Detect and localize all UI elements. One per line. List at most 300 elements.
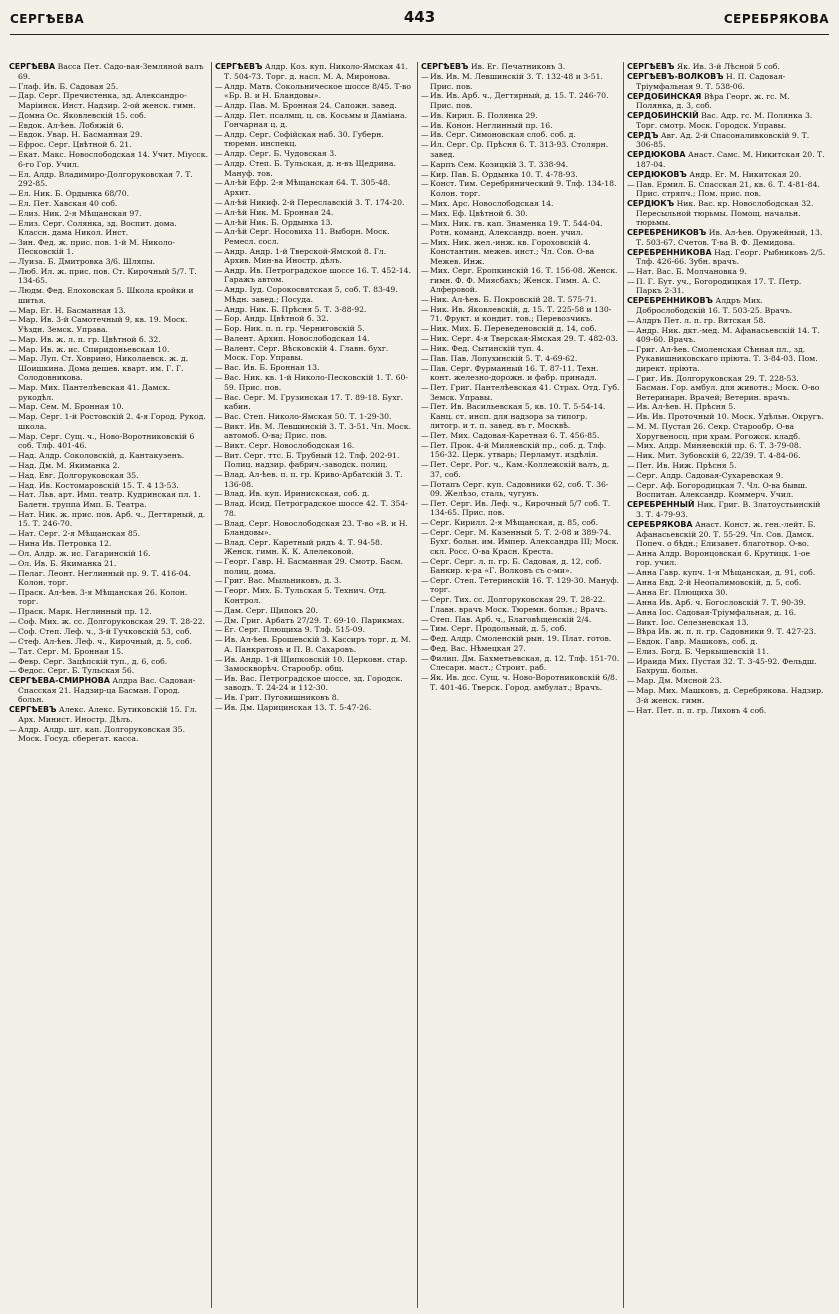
- directory-entry: [421, 219, 620, 238]
- directory-entry: [627, 180, 827, 199]
- page-header: [10, 6, 829, 36]
- ditto-dash: —: [9, 208, 17, 218]
- entry-text: Алекс. Алекс. Бутиковскій 15. Гл. Арх. Минист. Иностр. Дѣлъ.: [18, 705, 197, 724]
- entry-text: Нат. Серг. 2-я Мѣщанская 85.: [18, 529, 141, 538]
- directory-entry: [9, 451, 208, 460]
- ditto-dash: —: [215, 615, 223, 625]
- entry-text: Над. Алдр. Соколовскій, д. Кантакузенъ.: [18, 450, 185, 460]
- entry-text: Ефрос. Серг. Цвѣтной б. 21.: [18, 140, 132, 150]
- ditto-dash: —: [9, 666, 17, 676]
- ditto-dash: —: [627, 315, 635, 325]
- ditto-dash: —: [421, 237, 429, 247]
- ditto-dash: —: [215, 625, 223, 635]
- entry-text: Георг. Гавр. Н. Басманная 29. Смотр. Басм. полиц. дома.: [224, 557, 403, 576]
- directory-entry: [627, 637, 827, 646]
- directory-entry: [9, 432, 208, 451]
- ditto-dash: —: [215, 489, 223, 499]
- entry-text: Федос. Серг. Б. Тульская 56.: [18, 666, 135, 676]
- columns: [6, 62, 833, 1308]
- directory-entry: [421, 528, 620, 556]
- ditto-dash: —: [627, 481, 635, 491]
- entry-text: Степ. Пав. Арб. ч., Благовѣщенскій 2/4.: [430, 614, 592, 624]
- entry-text: Ник. Мит. Зубовскій 6, 22/39. Т. 4-84-06.: [636, 451, 801, 461]
- ditto-dash: —: [9, 257, 17, 267]
- directory-entry: [215, 576, 414, 585]
- directory-entry: [215, 412, 414, 421]
- entry-text: Валент. Серг. Вѣсковскій 4. Главн. бухг. Моск. Гор. Управы.: [224, 344, 389, 363]
- ditto-dash: —: [421, 644, 429, 654]
- directory-entry: [215, 178, 414, 197]
- ditto-dash: —: [9, 266, 17, 276]
- entry-text: Над. Ив. Костомаровскій 15. Т. 4 13-53.: [18, 480, 179, 490]
- directory-entry: [421, 334, 620, 343]
- entry-text: Ив. Ив. Проточный 10. Моск. Удѣльн. Округъ.: [636, 412, 824, 422]
- directory-entry: [9, 647, 208, 656]
- entry-text: Праск. Марк. Неглинный пр. 12.: [18, 607, 152, 617]
- ditto-dash: —: [421, 169, 429, 179]
- ditto-dash: —: [215, 518, 223, 528]
- ditto-dash: —: [627, 568, 635, 578]
- directory-entry: [9, 657, 208, 666]
- entry-text: Вас. Серг. М. Грузинская 17. Т. 89-18. Бухг. кабин.: [224, 392, 404, 411]
- directory-entry: [9, 170, 208, 189]
- directory-entry: [9, 199, 208, 208]
- ditto-dash: —: [9, 480, 17, 490]
- ditto-dash: —: [215, 440, 223, 450]
- surname-heading: СЕРГѢЕВЪ: [215, 62, 263, 71]
- directory-entry: [421, 305, 620, 324]
- directory-entry: [421, 111, 620, 120]
- directory-entry: [627, 461, 827, 470]
- entry-text: Алдръ Мих. Доброслободскій 16. Т. 503-25. Врачъ.: [636, 296, 793, 316]
- directory-entry: [421, 402, 620, 430]
- entry-text: Мар. Луп. Ст. Ховрино, Николаевск. ж. д. Шоишкина. Дома дешев. кварт. им. Г. Г. Солодовникова.: [18, 354, 189, 383]
- directory-entry: [627, 248, 827, 267]
- ditto-dash: —: [9, 626, 17, 636]
- entry-text: Людм. Фед. Елоховская 5. Школа кройки и шитья.: [18, 286, 194, 305]
- ditto-dash: —: [9, 431, 17, 441]
- entry-text: Зин. Фед. ж. прис. пов. 1-й М. Николо-Песковскій 1.: [18, 237, 175, 257]
- directory-entry: [9, 529, 208, 538]
- directory-entry: [421, 441, 620, 460]
- surname-heading: СЕРДОБИНСКІЙ: [627, 111, 699, 121]
- ditto-dash: —: [215, 246, 223, 256]
- entry-text: Влад. Серг. Каретный рядъ 4. Т. 94-58. Женск. гимн. К. К. Алелековой.: [224, 537, 383, 557]
- ditto-dash: —: [215, 129, 223, 139]
- ditto-dash: —: [215, 654, 223, 664]
- ditto-dash: —: [627, 402, 635, 412]
- entry-text: Над. Дм. М. Якиманка 2.: [18, 460, 120, 470]
- ditto-dash: —: [421, 179, 429, 189]
- ditto-dash: —: [421, 556, 429, 566]
- directory-entry: [627, 199, 827, 227]
- directory-entry: [9, 286, 208, 305]
- directory-entry: [215, 82, 414, 101]
- entry-text: Тат. Серг. М. Бронная 15.: [18, 646, 124, 656]
- ditto-dash: —: [421, 120, 429, 130]
- entry-text: Мар. Сем. М. Бронная 10.: [18, 402, 124, 412]
- directory-entry: [215, 625, 414, 634]
- entry-text: Алдръ Пет. л. п. гр. Вятская 58.: [636, 315, 766, 325]
- directory-entry: [215, 422, 414, 441]
- ditto-dash: —: [215, 392, 223, 402]
- entry-text: Мих. Еф. Цвѣтной б. 30.: [430, 208, 528, 218]
- ditto-dash: —: [627, 637, 635, 647]
- ditto-dash: —: [421, 72, 429, 82]
- entry-text: Ив. Ив. М. Левшинскій 3. Т. 132-48 и 3-51. Прис. пов.: [430, 72, 603, 91]
- entry-text: Ол. Алдр. ж. ис. Гагаринскій 16.: [18, 548, 151, 558]
- directory-entry: [9, 705, 208, 724]
- entry-text: Мих. Алдр. Миняевскій пр. 6. Т. 3-79-08.: [636, 441, 802, 451]
- ditto-dash: —: [9, 188, 17, 198]
- ditto-dash: —: [627, 267, 635, 277]
- directory-entry: [421, 91, 620, 110]
- ditto-dash: —: [215, 100, 223, 110]
- ditto-dash: —: [421, 266, 429, 276]
- directory-entry: [9, 539, 208, 548]
- surname-heading: СЕРЕБРЕННИКОВА: [627, 247, 712, 257]
- directory-entry: [9, 315, 208, 334]
- ditto-dash: —: [215, 673, 223, 683]
- directory-entry: [421, 499, 620, 518]
- entry-text: Анна Евд. 2-й Неопалимовскій, д. 5, соб.: [636, 577, 802, 587]
- surname-heading: СЕРГѢЕВЪ: [421, 62, 469, 71]
- directory-entry: [9, 238, 208, 257]
- directory-entry: [627, 92, 827, 111]
- entry-text: Нат. Пет. п. п. гр. Лиховъ 4 соб.: [636, 705, 767, 715]
- entry-text: Серг. Кирилл. 2-я Мѣщанская, д. 85, соб.: [430, 518, 598, 528]
- entry-text: Соф. Мих. ж. сс. Долгоруковская 29. Т. 28-22.: [18, 617, 205, 627]
- surname-heading: СЕРГѢЕВЪ: [627, 62, 675, 71]
- ditto-dash: —: [9, 315, 17, 325]
- column-2: [212, 62, 418, 1308]
- entry-text: Пав. Пав. Лопухинскій 5. Т. 4-69-62.: [430, 353, 578, 363]
- directory-entry: [627, 228, 827, 247]
- entry-text: Ник. Ив. Яковлевскій, д. 15. Т. 225-58 и 130-71. Фрукт. и кондит. тов.; Перевозчикъ.: [430, 305, 612, 324]
- ditto-dash: —: [627, 277, 635, 287]
- entry-text: Андр. Ив. Петроградское шоссе 16. Т. 452-14. Гаражъ автом.: [224, 265, 412, 285]
- directory-entry: [421, 62, 620, 72]
- directory-entry: [9, 150, 208, 169]
- directory-entry: [421, 170, 620, 179]
- entry-text: Бор. Андр. Цвѣтной б. 32.: [224, 314, 329, 324]
- directory-entry: [215, 393, 414, 412]
- entry-text: Мар. Дм. Мясной 23.: [636, 676, 722, 686]
- entry-text: Вас. Ив. Б. Бронная 13.: [224, 363, 320, 373]
- entry-text: Авг. Ад. 2-й Спасоналивковскій 9. Т. 306-85.: [636, 130, 810, 150]
- directory-entry: [9, 637, 208, 646]
- directory-entry: [9, 121, 208, 130]
- entry-text: Влад. Серг. Новослободская 23. Т-во «В. и Н. Бландовы».: [224, 518, 408, 537]
- directory-entry: [627, 520, 827, 548]
- entry-text: Пет. Серг. Ив. Леф. ч., Кирочный 5/7 соб. Т. 134-65. Прис. пов.: [430, 498, 611, 518]
- ditto-dash: —: [9, 460, 17, 470]
- ditto-dash: —: [627, 627, 635, 637]
- directory-entry: [421, 344, 620, 353]
- entry-text: Нат. Льв. арт. Имп. театр. Кудринская пл. 1. Балетн. труппа Имп. Б. Театра.: [18, 490, 201, 509]
- ditto-dash: —: [215, 344, 223, 354]
- entry-text: Андр. Іуд. Сорокосвятская 5, соб. Т. 83-49. Мѣдн. завед.; Посуда.: [224, 285, 398, 304]
- entry-text: Стеф. Ал-ѣев. Леф. ч., Кирочный, д. 5, соб.: [18, 636, 192, 646]
- directory-entry: [421, 576, 620, 595]
- entry-text: Луиза. Б. Дмитровка 3/6. Шляпы.: [18, 257, 156, 267]
- directory-entry: [9, 219, 208, 238]
- entry-text: Анаст. Конст. ж. ген.-лейт. Б. Афанасьевскій 20. Т. 55-29. Чл. Сов. Дамск. Попеч. о бѣдн.; Елизавет. благотвор. О-во.: [636, 519, 816, 548]
- entry-text: Екат. Макс. Новослободская 14. Учит. Міусск. 6-го Гор. Учил.: [18, 150, 208, 169]
- directory-entry: [215, 586, 414, 605]
- directory-entry: [627, 72, 827, 91]
- directory-entry: [215, 655, 414, 674]
- directory-entry: [9, 676, 208, 704]
- ditto-dash: —: [9, 91, 17, 101]
- entry-text: Пет. Ив. Ниж. Прѣсня 5.: [636, 461, 737, 471]
- directory-entry: [421, 518, 620, 527]
- surname-heading: СЕРДОБИНСКАЯ: [627, 91, 702, 101]
- directory-entry: [215, 62, 414, 81]
- entry-text: Евдок. Ал-ѣев. Лобяжій 6.: [18, 120, 124, 130]
- ditto-dash: —: [215, 703, 223, 713]
- entry-text: Вас. Степ. Николо-Ямская 50. Т. 1-29-30.: [224, 411, 392, 421]
- entry-text: Мар. Серг. 1-й Ростовскій 2. 4-я Город. Рукод. школа.: [18, 412, 206, 431]
- entry-text: Ив. Конон. Неглинный пр. 16.: [430, 120, 553, 130]
- entry-text: Алдр. Матв. Сокольническое шоссе 8/45. Т-во «Бр. В. и Н. Бландовы».: [224, 81, 412, 100]
- directory-entry: [215, 606, 414, 615]
- directory-entry: [9, 588, 208, 607]
- directory-entry: [627, 326, 827, 345]
- directory-entry: [215, 538, 414, 557]
- ditto-dash: —: [215, 693, 223, 703]
- entry-text: Алдр. Серг. Софійская наб. 30. Губерн. тюремн. инспекц.: [224, 129, 384, 149]
- entry-text: Ив. Ал-ѣев. Н. Прѣсня 5.: [636, 402, 736, 412]
- entry-text: Глаф. Ив. Б. Садовая 25.: [18, 81, 119, 91]
- directory-entry: [9, 510, 208, 529]
- directory-entry: [9, 607, 208, 616]
- entry-text: Тим. Серг. Продольный, д. 5, соб.: [430, 624, 567, 634]
- ditto-dash: —: [421, 130, 429, 140]
- ditto-dash: —: [421, 353, 429, 363]
- entry-text: Дам. Серг. Щипокъ 20.: [224, 605, 318, 615]
- directory-entry: [627, 150, 827, 169]
- ditto-dash: —: [9, 548, 17, 558]
- ditto-dash: —: [9, 558, 17, 568]
- ditto-dash: —: [421, 344, 429, 354]
- entry-text: Ник. Серг. 4-я Тверская-Ямская 29. Т. 482-03.: [430, 334, 618, 344]
- ditto-dash: —: [421, 518, 429, 528]
- directory-entry: [421, 595, 620, 614]
- ditto-dash: —: [421, 110, 429, 120]
- directory-entry: [627, 170, 827, 180]
- directory-entry: [627, 296, 827, 315]
- entry-text: М. М. Пустая 26. Секр. Старообр. О-ва Хоругвеносц. при храм. Рогожск. кладб.: [636, 422, 801, 441]
- surname-heading: СЕРГѢЕВЪ: [9, 705, 57, 715]
- ditto-dash: —: [421, 140, 429, 150]
- entry-text: Мих. Арс. Новослободская 14.: [430, 198, 554, 208]
- entry-text: Вас. Адр. гс. М. Полянка 3. Торг. смотр. Моск. Городск. Управы.: [636, 111, 813, 130]
- directory-entry: [421, 72, 620, 91]
- directory-entry: [627, 374, 827, 402]
- directory-entry: [627, 588, 827, 597]
- ditto-dash: —: [421, 431, 429, 441]
- directory-entry: [215, 635, 414, 654]
- ditto-dash: —: [627, 441, 635, 451]
- entry-text: Пет. Прок. 4-й Миляевскій пр., соб. д. Тлф. 156-32. Церк. утварь; Перламут. издѣлія.: [430, 440, 607, 460]
- entry-text: Вит. Серг. ттс. Б. Трубный 12. Тлф. 202-91. Полиц. надзир. фабрич.-заводск. полиц.: [224, 450, 400, 470]
- page-number: 443: [403, 8, 436, 26]
- entry-text: Ал-ѣй Ефр. 2-я Мѣщанская 64. Т. 305-48. Архит.: [224, 178, 391, 197]
- entry-text: Андр. Ник. Б. Прѣсня 5. Т. 3-88-92.: [224, 304, 367, 314]
- directory-entry: [215, 489, 414, 498]
- header-rule: [10, 34, 829, 35]
- directory-entry: [215, 208, 414, 217]
- ditto-dash: —: [9, 140, 17, 150]
- directory-entry: [9, 306, 208, 315]
- entry-text: Пет. Ив. Васильевская 5, кв. 10. Т. 5-54-14. Канц. ст. инсп. для надзора за типогр. литогр. и т. п. завед. въ г. Москвѣ.: [430, 402, 606, 431]
- ditto-dash: —: [627, 647, 635, 657]
- entry-text: Мар. Серг. Сущ. ч., Ново-Воротниковскій 6 соб. Тлф. 401-46.: [18, 431, 195, 450]
- ditto-dash: —: [9, 646, 17, 656]
- ditto-dash: —: [421, 334, 429, 344]
- directory-entry: [627, 647, 827, 656]
- directory-entry: [627, 706, 827, 715]
- entry-text: Соф. Степ. Леф. ч., 3-й Гучковскій 53, соб.: [18, 626, 192, 636]
- ditto-dash: —: [215, 421, 223, 431]
- entry-text: Влад. Ив. куп. Иринискская, соб. д.: [224, 489, 370, 499]
- entry-text: Ив. Кирил. Б. Полянка 29.: [430, 110, 538, 120]
- entry-text: Елиз. Серг. Солянка, зд. Воспит. дома. Классн. дама Никол. Инст.: [18, 218, 177, 237]
- ditto-dash: —: [9, 198, 17, 208]
- ditto-dash: —: [215, 635, 223, 645]
- directory-entry: [215, 149, 414, 158]
- ditto-dash: —: [421, 198, 429, 208]
- entry-text: Анаст. Самс. М. Никитская 20. Т. 187-04.: [636, 150, 825, 169]
- entry-text: Ел. Ник. Б. Ордынка 68/70.: [18, 188, 130, 198]
- entry-text: Андр. Андр. 1-й Тверской-Ямской 8. Гл. Архив. Мин-ва Иностр. дѣлъ.: [224, 246, 387, 266]
- directory-entry: [9, 627, 208, 636]
- ditto-dash: —: [9, 656, 17, 666]
- entry-text: Над. Георг. Рыбниковъ 2/5. Тлф. 426-66. Зубн. врачъ.: [636, 247, 826, 267]
- entry-text: Серг. Серг. л. п. гр. Б. Садовая, д. 12, соб. Банкир. к-ра «Г. Волковъ съ с-ми».: [430, 556, 602, 576]
- entry-text: Пет. Серг. Рог. ч., Кам.-Коллежскій валъ, д. 37, соб.: [430, 460, 610, 479]
- directory-entry: [215, 470, 414, 489]
- directory-entry: [421, 121, 620, 130]
- entry-text: Евдок. Увар. Н. Басманная 29.: [18, 130, 143, 140]
- ditto-dash: —: [9, 344, 17, 354]
- ditto-dash: —: [9, 470, 17, 480]
- directory-entry: [421, 654, 620, 673]
- ditto-dash: —: [9, 237, 17, 247]
- directory-entry: [215, 227, 414, 246]
- ditto-dash: —: [627, 587, 635, 597]
- ditto-dash: —: [421, 324, 429, 334]
- directory-entry: [9, 62, 208, 81]
- entry-text: Алдр. Коз. куп. Николо-Ямская 41. Т. 504-73. Торг. д. насл. М. А. Миронова.: [224, 62, 408, 81]
- directory-entry: [627, 549, 827, 568]
- ditto-dash: —: [215, 605, 223, 615]
- ditto-dash: —: [421, 479, 429, 489]
- entry-text: Елиз. Ник. 2-я Мѣщанская 97.: [18, 208, 142, 218]
- directory-entry: [421, 266, 620, 294]
- ditto-dash: —: [421, 634, 429, 644]
- ditto-dash: —: [421, 218, 429, 228]
- ditto-dash: —: [215, 207, 223, 217]
- entry-text: Ег. Серг. Плющиха 9. Тлф. 515-09.: [224, 625, 365, 635]
- directory-entry: [421, 324, 620, 333]
- ditto-dash: —: [627, 548, 635, 558]
- entry-text: Бор. Ник. п. п. гр. Черниговскій 5.: [224, 324, 365, 334]
- directory-entry: [627, 277, 827, 296]
- ditto-dash: —: [9, 286, 17, 296]
- directory-entry: [9, 91, 208, 110]
- directory-entry: [9, 257, 208, 266]
- entry-text: Ил. Серг. Ср. Прѣсня 6. Т. 313-93. Столярн. завед.: [430, 140, 609, 159]
- entry-text: Ник. Ал-ѣев. Б. Покровскій 28. Т. 575-71.: [430, 295, 598, 305]
- directory-entry: [9, 725, 208, 744]
- directory-entry: [421, 354, 620, 363]
- ditto-dash: —: [9, 587, 17, 597]
- ditto-dash: —: [627, 686, 635, 696]
- directory-entry: [215, 305, 414, 314]
- column-1: [6, 62, 212, 1308]
- directory-entry: [421, 140, 620, 159]
- directory-entry: [9, 569, 208, 588]
- directory-entry: [215, 344, 414, 363]
- entry-text: Пелаг. Леонт. Неглинный пр. 9. Т. 416-04. Колон. торг.: [18, 568, 191, 587]
- ditto-dash: —: [215, 470, 223, 480]
- ditto-dash: —: [215, 265, 223, 275]
- entry-text: Мих. Ник. гв. кап. Знаменка 19. Т. 544-04. Ротн. команд. Александр. воен. учил.: [430, 218, 603, 237]
- directory-entry: [215, 441, 414, 450]
- entry-text: Андр. Ег. М. Никитская 20.: [689, 169, 802, 179]
- ditto-dash: —: [215, 178, 223, 188]
- directory-entry: [215, 159, 414, 178]
- entry-text: Алдра Вас. Садовая-Спасская 21. Надзир-ца Басман. Город. больн.: [18, 676, 196, 705]
- directory-entry: [627, 267, 827, 276]
- ditto-dash: —: [627, 607, 635, 617]
- directory-entry: [421, 634, 620, 643]
- directory-entry: [9, 481, 208, 490]
- entry-text: Фед. Алдр. Смоленскій рын. 19. Плат. готов.: [430, 634, 612, 644]
- entry-text: Вѣра Георг. ж. гс. М. Полянка, д. 3, соб.: [636, 91, 790, 111]
- ditto-dash: —: [215, 197, 223, 207]
- ditto-dash: —: [421, 624, 429, 634]
- directory-entry: [9, 490, 208, 509]
- ditto-dash: —: [9, 169, 17, 179]
- entry-text: Ник. Григ. В. Златоустьинскій 3. Т. 4-79-93.: [636, 500, 821, 519]
- entry-text: Серг. Степ. Тетеринскій 16. Т. 129-30. Мануф. торг.: [430, 575, 619, 595]
- directory-entry: [9, 402, 208, 411]
- directory-entry: [215, 373, 414, 392]
- ditto-dash: —: [215, 450, 223, 460]
- ditto-dash: —: [9, 412, 17, 422]
- ditto-dash: —: [215, 411, 223, 421]
- entry-text: Домна Ос. Яковлевскій 15. соб.: [18, 110, 147, 120]
- ditto-dash: —: [421, 402, 429, 412]
- directory-entry: [215, 693, 414, 702]
- surname-heading: СЕРДЮКОВЪ: [627, 169, 687, 179]
- entry-text: Ив. Ал-ѣев. Оружейный, 13. Т. 503-67. Счетов. Т-ва В. Ф. Демидова.: [636, 228, 823, 247]
- directory-entry: [421, 460, 620, 479]
- ditto-dash: —: [215, 314, 223, 324]
- directory-entry: [627, 441, 827, 450]
- ditto-dash: —: [9, 218, 17, 228]
- entry-text: Потапъ Серг. куп. Садовники 62, соб. Т. 36-09. Желѣзо, сталь, чугунъ.: [430, 479, 609, 498]
- ditto-dash: —: [421, 654, 429, 664]
- ditto-dash: —: [421, 159, 429, 169]
- ditto-dash: —: [9, 529, 17, 538]
- ditto-dash: —: [9, 607, 17, 617]
- entry-text: Георг. Мих. Б. Тульская 5. Технич. Отд. Контрол.: [224, 586, 387, 605]
- directory-entry: [9, 189, 208, 198]
